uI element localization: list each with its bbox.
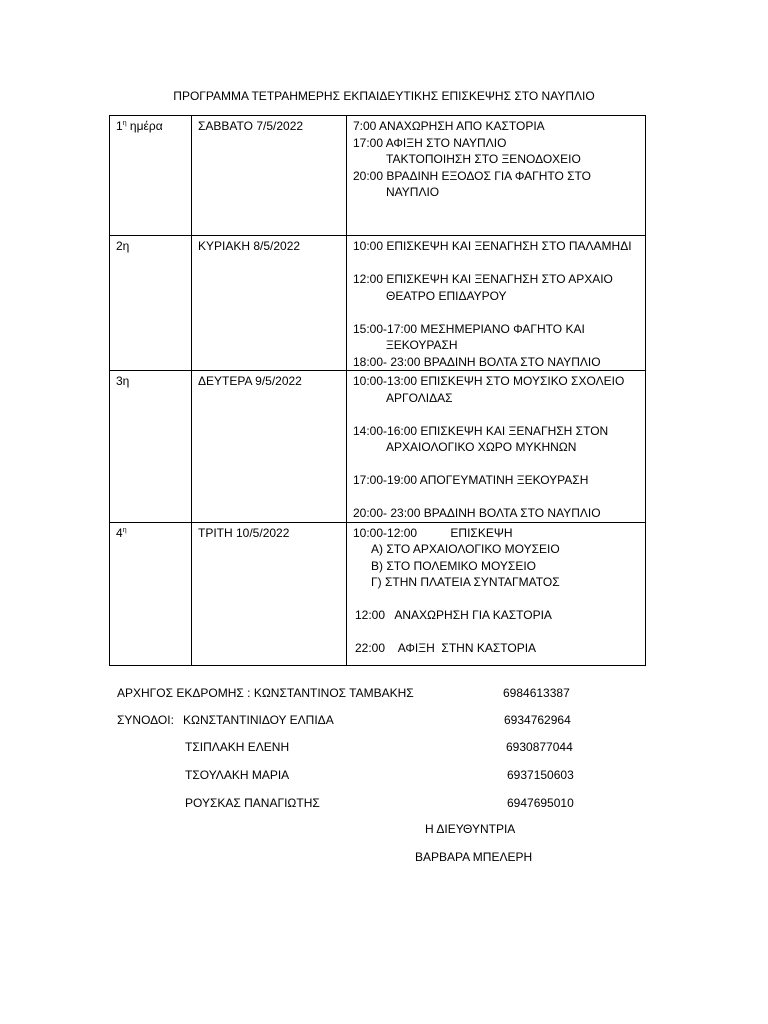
table-row [110,522,646,665]
activities-cell [347,236,646,371]
day-number: 4 [116,525,123,540]
day-cell [110,371,192,523]
date-cell: ΚΥΡΙΑΚΗ 8/5/2022 [192,236,347,371]
date-cell: ΤΡΙΤΗ 10/5/2022 [192,522,347,665]
activity-line: ΑΡΧΑΙΟΛΟΓΙΚΟ ΧΩΡΟ ΜΥΚΗΝΩΝ [386,440,577,454]
activity-line: 17:00-19:00 ΑΠΟΓΕΥΜΑΤΙΝΗ ΞΕΚΟΥΡΑΣΗ [353,473,589,487]
day-number: 2η [116,239,130,253]
activity-line: 14:00-16:00 ΕΠΙΣΚΕΨΗ ΚΑΙ ΞΕΝΑΓΗΣΗ ΣΤΟΝ [353,423,609,438]
document-title: ΠΡΟΓΡΑΜΜΑ ΤΕΤΡΑΗΜΕΡΗΣ ΕΚΠΑΙΔΕΥΤΙΚΗΣ ΕΠΙΣΚΕΨΗΣ ΣΤΟ ΝΑΥΠΛΙΟ [173,89,595,103]
table-row [110,236,646,371]
companion-name: ΤΣΙΠΛΑΚΗ ΕΛΕΝΗ [185,740,290,754]
companion-name: ΤΣΟΥΛΑΚΗ ΜΑΡΙΑ [185,768,290,782]
day-superscript: η [122,120,127,127]
activity-line: 17:00 ΑΦΙΞΗ ΣΤΟ ΝΑΥΠΛΙΟ [353,135,507,150]
activity-line: ΝΑΥΠΛΙΟ [386,185,440,199]
companions-label: ΣΥΝΟΔΟΙ: [117,713,174,727]
companion-phone: 6930877044 [506,740,573,754]
activity-line: 15:00-17:00 ΜΕΣΗΜΕΡΙΑΝΟ ΦΑΓΗΤΟ ΚΑΙ [353,321,585,336]
director-name: ΒΑΡΒΑΡΑ ΜΠΕΛΕΡΗ [415,850,533,864]
day-number: 3η [116,374,130,388]
activity-line: 12:00 ΑΝΑΧΩΡΗΣΗ ΓΙΑ ΚΑΣΤΟΡΙΑ [355,608,552,622]
activity-line: ΑΡΓΟΛΙΔΑΣ [386,390,453,405]
table-row [110,116,646,236]
activities-cell [347,116,646,236]
day-number: 1 [116,119,123,133]
day-cell [110,236,192,371]
day-cell [110,116,192,236]
activity-line: 10:00-12:00 ΕΠΙΣΚΕΨΗ [353,525,513,540]
companion-name: ΚΩΝΣΤΑΝΤΙΝΙΔΟΥ ΕΛΠΙΔΑ [183,713,334,727]
activity-line: 20:00- 23:00 ΒΡΑΔΙΝΗ ΒΟΛΤΑ ΣΤΟ ΝΑΥΠΛΙΟ [353,506,601,520]
day-superscript: η [122,526,127,534]
companion-phone: 6937150603 [507,768,574,782]
activity-line: 22:00 ΑΦΙΞΗ ΣΤΗΝ ΚΑΣΤΟΡΙΑ [355,641,537,655]
activity-line: Γ) ΣΤΗΝ ΠΛΑΤΕΙΑ ΣΥΝΤΑΓΜΑΤΟΣ [371,575,560,589]
activity-line: 18:00- 23:00 ΒΡΑΔΙΝΗ ΒΟΛΤΑ ΣΤΟ ΝΑΥΠΛΙΟ [353,354,601,369]
day-cell [110,522,192,665]
companion-phone: 6947695010 [507,796,574,810]
activities-cell [347,371,646,523]
activity-line: ΘΕΑΤΡΟ ΕΠΙΔΑΥΡΟΥ [386,288,507,303]
leader-label: ΑΡΧΗΓΟΣ ΕΚΔΡΟΜΗΣ : ΚΩΝΣΤΑΝΤΙΝΟΣ ΤΑΜΒΑΚΗΣ [117,686,414,700]
activities-cell [347,522,646,665]
activity-line: ΞΕΚΟΥΡΑΣΗ [386,338,458,352]
activity-line: 12:00 ΕΠΙΣΚΕΨΗ ΚΑΙ ΞΕΝΑΓΗΣΗ ΣΤΟ ΑΡΧΑΙΟ [353,272,613,286]
companion-phone: 6934762964 [504,713,571,727]
director-title: Η ΔΙΕΥΘΥΝΤΡΙΑ [425,822,516,836]
activity-line: 10:00-13:00 ΕΠΙΣΚΕΨΗ ΣΤΟ ΜΟΥΣΙΚΟ ΣΧΟΛΕΙΟ [353,374,625,388]
table-row [110,371,646,523]
companion-name: ΡΟΥΣΚΑΣ ΠΑΝΑΓΙΩΤΗΣ [185,796,320,810]
leader-phone: 6984613387 [503,686,570,700]
activity-line: Α) ΣΤΟ ΑΡΧΑΙΟΛΟΓΙΚΟ ΜΟΥΣΕΙΟ [371,542,560,556]
activity-line: 20:00 ΒΡΑΔΙΝΗ ΕΞΟΔΟΣ ΓΙΑ ΦΑΓΗΤΟ ΣΤΟ [353,168,592,183]
activity-line: 7:00 ΑΝΑΧΩΡΗΣΗ ΑΠΟ ΚΑΣΤΟΡΙΑ [353,119,545,133]
activity-line: ΤΑΚΤΟΠΟΙΗΣΗ ΣΤΟ ΞΕΝΟΔΟΧΕΙΟ [386,152,581,166]
activity-line: 10:00 ΕΠΙΣΚΕΨΗ ΚΑΙ ΞΕΝΑΓΗΣΗ ΣΤΟ ΠΑΛΑΜΗΔΙ [353,239,632,253]
date-cell: ΔΕΥΤΕΡΑ 9/5/2022 [192,371,347,523]
schedule-table [109,115,646,666]
day-suffix: ημέρα [126,119,163,133]
activity-line: Β) ΣΤΟ ΠΟΛΕΜΙΚΟ ΜΟΥΣΕΙΟ [371,558,537,573]
date-cell: ΣΑΒΒΑΤΟ 7/5/2022 [192,116,347,236]
